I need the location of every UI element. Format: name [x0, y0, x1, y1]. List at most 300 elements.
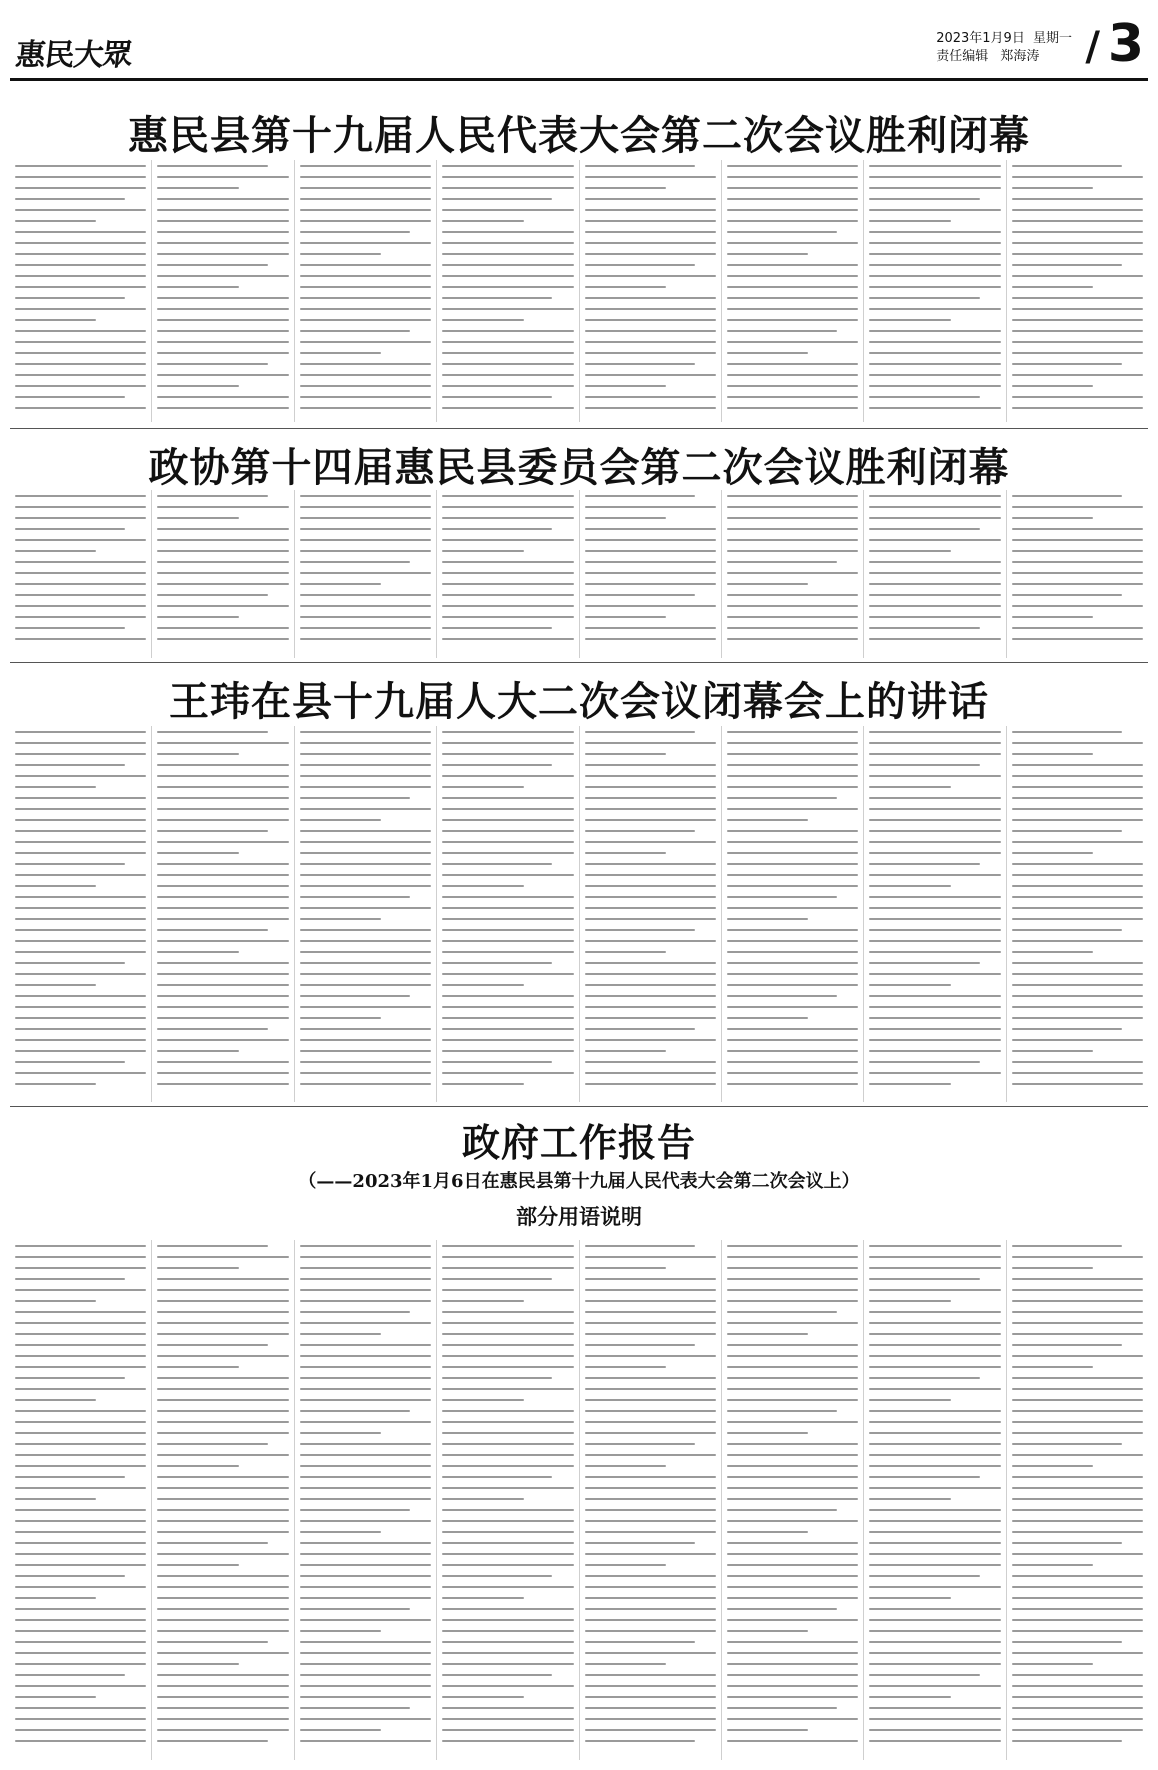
- text-line: [727, 1443, 858, 1445]
- text-line: [15, 1685, 146, 1687]
- masthead-rule: [10, 78, 1148, 81]
- text-line: [727, 1531, 808, 1533]
- text-line: [585, 1553, 716, 1555]
- text-line: [300, 1039, 431, 1041]
- text-line: [15, 495, 146, 497]
- text-line: [585, 231, 716, 233]
- text-line: [869, 1333, 1000, 1335]
- text-line: [1012, 962, 1143, 964]
- text-line: [727, 1289, 858, 1291]
- text-line: [869, 1083, 950, 1085]
- text-line: [15, 1718, 146, 1720]
- text-line: [15, 797, 146, 799]
- text-line: [1012, 187, 1093, 189]
- text-line: [1012, 742, 1143, 744]
- text-line: [727, 951, 858, 953]
- text-line: [15, 808, 146, 810]
- text-line: [300, 616, 431, 618]
- text-line: [727, 1641, 858, 1643]
- text-line: [869, 1322, 1000, 1324]
- text-line: [727, 330, 837, 332]
- text-line: [300, 1553, 431, 1555]
- text-line: [300, 363, 431, 365]
- text-line: [300, 896, 410, 898]
- text-line: [727, 561, 837, 563]
- text-line: [15, 165, 146, 167]
- text-line: [585, 1575, 716, 1577]
- text-line: [727, 1039, 858, 1041]
- text-line: [727, 1300, 858, 1302]
- text-line: [300, 275, 431, 277]
- text-line: [869, 731, 1000, 733]
- text-line: [727, 819, 808, 821]
- text-line: [442, 1619, 573, 1621]
- text-line: [300, 209, 431, 211]
- text-line: [157, 1674, 288, 1676]
- text-line: [585, 1718, 716, 1720]
- text-line: [157, 1333, 288, 1335]
- text-line: [15, 742, 146, 744]
- text-line: [157, 1256, 288, 1258]
- text-line: [1012, 616, 1093, 618]
- text-line: [869, 539, 1000, 541]
- text-line: [300, 775, 431, 777]
- text-line: [869, 1476, 979, 1478]
- text-line: [300, 1311, 410, 1313]
- text-line: [442, 753, 573, 755]
- text-line: [442, 951, 573, 953]
- text-line: [15, 330, 146, 332]
- text-line: [15, 1017, 146, 1019]
- text-line: [442, 1520, 573, 1522]
- text-line: [869, 907, 1000, 909]
- text-line: [157, 528, 288, 530]
- text-line: [300, 1696, 431, 1698]
- text-line: [442, 808, 573, 810]
- text-line: [585, 319, 716, 321]
- text-line: [15, 951, 146, 953]
- text-line: [1012, 731, 1122, 733]
- text-line: [442, 374, 573, 376]
- text-column: [151, 1240, 293, 1760]
- text-line: [585, 539, 716, 541]
- text-line: [727, 808, 858, 810]
- text-line: [727, 1619, 858, 1621]
- text-line: [442, 231, 573, 233]
- text-line: [300, 764, 431, 766]
- text-line: [585, 1619, 716, 1621]
- text-line: [869, 995, 1000, 997]
- text-line: [869, 264, 1000, 266]
- text-line: [442, 352, 573, 354]
- text-line: [442, 885, 523, 887]
- text-line: [585, 165, 695, 167]
- text-line: [442, 830, 573, 832]
- text-line: [300, 885, 431, 887]
- text-line: [157, 1443, 267, 1445]
- text-line: [727, 1410, 837, 1412]
- text-line: [157, 539, 288, 541]
- text-line: [157, 1553, 288, 1555]
- text-line: [585, 341, 716, 343]
- text-line: [15, 1256, 146, 1258]
- text-line: [585, 885, 716, 887]
- text-line: [442, 863, 552, 865]
- text-line: [727, 1575, 858, 1577]
- text-line: [1012, 852, 1093, 854]
- text-line: [585, 1333, 716, 1335]
- text-line: [1012, 209, 1143, 211]
- text-line: [727, 841, 858, 843]
- text-line: [15, 1072, 146, 1074]
- text-line: [15, 363, 146, 365]
- text-line: [157, 1575, 288, 1577]
- text-line: [585, 561, 716, 563]
- article-1-headline: 惠民县第十九届人民代表大会第二次会议胜利闭幕: [128, 113, 1030, 159]
- text-line: [869, 1564, 1000, 1566]
- text-line: [869, 819, 1000, 821]
- text-line: [157, 1531, 288, 1533]
- text-line: [442, 1333, 573, 1335]
- text-line: [1012, 1487, 1143, 1489]
- text-line: [15, 1322, 146, 1324]
- text-line: [300, 1509, 410, 1511]
- editor-name: 郑海涛: [1000, 49, 1040, 64]
- text-line: [727, 1707, 837, 1709]
- text-line: [15, 764, 125, 766]
- text-line: [15, 1663, 146, 1665]
- text-line: [727, 786, 858, 788]
- text-line: [585, 286, 666, 288]
- text-line: [442, 1050, 573, 1052]
- article-1-body: [10, 160, 1148, 422]
- section-divider: [10, 1106, 1148, 1107]
- text-line: [585, 1245, 695, 1247]
- text-line: [300, 929, 431, 931]
- text-line: [15, 198, 125, 200]
- page-slash-divider: /: [1085, 24, 1100, 70]
- text-line: [300, 1575, 431, 1577]
- text-line: [157, 1564, 238, 1566]
- text-line: [442, 319, 523, 321]
- text-line: [727, 1586, 858, 1588]
- text-column: [863, 160, 1005, 422]
- text-line: [442, 583, 573, 585]
- text-line: [157, 231, 288, 233]
- text-line: [300, 407, 431, 409]
- text-line: [442, 1355, 573, 1357]
- text-line: [727, 1344, 858, 1346]
- text-line: [727, 962, 858, 964]
- text-line: [869, 929, 1000, 931]
- text-line: [157, 1072, 288, 1074]
- text-line: [15, 506, 146, 508]
- text-line: [300, 396, 431, 398]
- text-line: [300, 1256, 431, 1258]
- text-line: [585, 874, 716, 876]
- text-line: [727, 583, 808, 585]
- text-line: [727, 1465, 858, 1467]
- text-column: [151, 490, 293, 658]
- text-line: [157, 1707, 288, 1709]
- newspaper-name: 惠民大眾: [13, 38, 134, 73]
- text-line: [1012, 627, 1143, 629]
- text-line: [442, 242, 573, 244]
- text-line: [300, 819, 381, 821]
- text-line: [15, 1355, 146, 1357]
- text-line: [442, 1652, 573, 1654]
- text-line: [300, 165, 431, 167]
- text-line: [15, 874, 146, 876]
- text-line: [157, 918, 288, 920]
- text-line: [869, 1355, 1000, 1357]
- text-column: [151, 160, 293, 422]
- text-column: [863, 726, 1005, 1102]
- text-line: [1012, 561, 1143, 563]
- text-line: [15, 1050, 146, 1052]
- text-line: [1012, 1366, 1093, 1368]
- text-line: [585, 1300, 716, 1302]
- text-line: [1012, 1608, 1143, 1610]
- text-line: [15, 319, 96, 321]
- text-line: [300, 176, 431, 178]
- text-line: [727, 1083, 858, 1085]
- text-line: [15, 1707, 146, 1709]
- text-line: [157, 1300, 288, 1302]
- text-column: [863, 490, 1005, 658]
- text-line: [727, 396, 858, 398]
- text-line: [157, 605, 288, 607]
- text-line: [157, 1006, 288, 1008]
- text-line: [869, 764, 979, 766]
- text-line: [157, 1050, 238, 1052]
- text-line: [585, 1729, 716, 1731]
- text-line: [157, 572, 288, 574]
- text-line: [442, 1028, 573, 1030]
- text-line: [1012, 517, 1093, 519]
- text-line: [300, 1322, 431, 1324]
- text-line: [300, 1564, 431, 1566]
- text-line: [869, 495, 1000, 497]
- text-line: [442, 1256, 573, 1258]
- text-line: [585, 1443, 695, 1445]
- text-line: [1012, 863, 1143, 865]
- text-line: [1012, 808, 1143, 810]
- text-line: [15, 1498, 96, 1500]
- text-line: [442, 308, 573, 310]
- text-line: [1012, 1729, 1143, 1731]
- text-line: [442, 220, 523, 222]
- text-line: [585, 742, 716, 744]
- text-line: [442, 297, 552, 299]
- text-line: [157, 1498, 288, 1500]
- text-line: [157, 165, 267, 167]
- text-line: [442, 363, 573, 365]
- text-line: [442, 1509, 573, 1511]
- text-line: [727, 1553, 858, 1555]
- text-line: [15, 819, 146, 821]
- text-line: [1012, 1575, 1143, 1577]
- text-line: [869, 1311, 1000, 1313]
- text-line: [1012, 319, 1143, 321]
- text-line: [727, 1476, 858, 1478]
- text-line: [585, 1740, 695, 1742]
- text-line: [442, 1267, 573, 1269]
- text-line: [585, 929, 695, 931]
- text-line: [442, 198, 552, 200]
- text-line: [1012, 1267, 1093, 1269]
- text-line: [157, 1663, 238, 1665]
- text-line: [869, 742, 1000, 744]
- text-line: [300, 1421, 431, 1423]
- text-line: [157, 973, 288, 975]
- text-line: [869, 1399, 950, 1401]
- text-line: [585, 308, 716, 310]
- text-line: [869, 841, 1000, 843]
- text-line: [157, 308, 288, 310]
- text-line: [157, 1245, 267, 1247]
- text-line: [869, 528, 979, 530]
- text-line: [442, 797, 573, 799]
- text-line: [1012, 1432, 1143, 1434]
- text-line: [585, 1520, 716, 1522]
- text-line: [442, 1083, 523, 1085]
- text-line: [869, 1061, 979, 1063]
- text-line: [300, 1465, 431, 1467]
- text-line: [869, 808, 1000, 810]
- text-line: [157, 1454, 288, 1456]
- text-line: [442, 731, 573, 733]
- text-line: [1012, 583, 1143, 585]
- text-line: [15, 907, 146, 909]
- text-line: [727, 885, 858, 887]
- text-line: [300, 1377, 431, 1379]
- text-line: [1012, 550, 1143, 552]
- text-line: [585, 1267, 666, 1269]
- text-line: [157, 1608, 288, 1610]
- text-line: [585, 940, 716, 942]
- text-line: [15, 1311, 146, 1313]
- text-line: [157, 187, 238, 189]
- text-line: [869, 1028, 1000, 1030]
- text-line: [442, 929, 573, 931]
- text-line: [869, 1039, 1000, 1041]
- text-line: [300, 1300, 431, 1302]
- text-line: [15, 539, 146, 541]
- text-column: [436, 490, 578, 658]
- text-line: [157, 1740, 267, 1742]
- text-line: [300, 330, 410, 332]
- text-line: [15, 1333, 146, 1335]
- text-line: [442, 1498, 523, 1500]
- text-line: [300, 1740, 431, 1742]
- text-line: [727, 275, 858, 277]
- text-line: [727, 374, 858, 376]
- text-line: [585, 1432, 716, 1434]
- text-line: [15, 1740, 146, 1742]
- text-line: [1012, 176, 1143, 178]
- text-line: [15, 407, 146, 409]
- text-line: [727, 1597, 858, 1599]
- text-line: [585, 396, 716, 398]
- text-line: [727, 1245, 858, 1247]
- text-line: [869, 852, 1000, 854]
- text-line: [442, 1245, 573, 1247]
- text-line: [869, 627, 979, 629]
- text-line: [585, 616, 666, 618]
- text-line: [442, 1399, 523, 1401]
- text-line: [442, 918, 573, 920]
- text-line: [442, 1072, 573, 1074]
- text-line: [157, 995, 288, 997]
- text-line: [300, 341, 431, 343]
- text-line: [442, 973, 573, 975]
- text-line: [1012, 1377, 1143, 1379]
- text-line: [869, 1410, 1000, 1412]
- page-number: 3: [1107, 14, 1144, 74]
- text-line: [300, 962, 431, 964]
- text-line: [15, 242, 146, 244]
- text-line: [869, 594, 1000, 596]
- text-line: [15, 1597, 96, 1599]
- text-line: [157, 1028, 267, 1030]
- text-line: [157, 220, 288, 222]
- text-line: [1012, 330, 1143, 332]
- text-line: [157, 1619, 288, 1621]
- text-line: [1012, 1652, 1143, 1654]
- text-line: [869, 1050, 1000, 1052]
- text-line: [157, 242, 288, 244]
- text-line: [442, 627, 552, 629]
- text-line: [869, 1696, 950, 1698]
- text-line: [869, 1072, 1000, 1074]
- text-line: [727, 1322, 858, 1324]
- text-line: [15, 1083, 96, 1085]
- text-line: [727, 319, 858, 321]
- text-line: [15, 187, 146, 189]
- text-line: [1012, 1311, 1143, 1313]
- text-line: [15, 1289, 146, 1291]
- text-line: [585, 1652, 716, 1654]
- text-column: [294, 160, 436, 422]
- text-line: [15, 1344, 146, 1346]
- text-line: [15, 1641, 146, 1643]
- text-line: [1012, 1050, 1093, 1052]
- text-line: [15, 1586, 146, 1588]
- text-line: [1012, 1061, 1143, 1063]
- text-line: [585, 1017, 716, 1019]
- text-column: [10, 1240, 151, 1760]
- text-line: [300, 1083, 431, 1085]
- text-line: [869, 1465, 1000, 1467]
- text-line: [300, 594, 431, 596]
- text-line: [869, 874, 1000, 876]
- text-line: [157, 352, 288, 354]
- text-line: [585, 984, 716, 986]
- text-line: [442, 940, 573, 942]
- text-line: [869, 1597, 950, 1599]
- text-line: [585, 1586, 716, 1588]
- text-line: [442, 852, 573, 854]
- text-line: [300, 1278, 431, 1280]
- text-line: [869, 1652, 1000, 1654]
- text-line: [869, 918, 1000, 920]
- text-line: [1012, 198, 1143, 200]
- text-line: [1012, 1498, 1143, 1500]
- text-line: [157, 841, 288, 843]
- text-line: [15, 308, 146, 310]
- text-line: [585, 187, 666, 189]
